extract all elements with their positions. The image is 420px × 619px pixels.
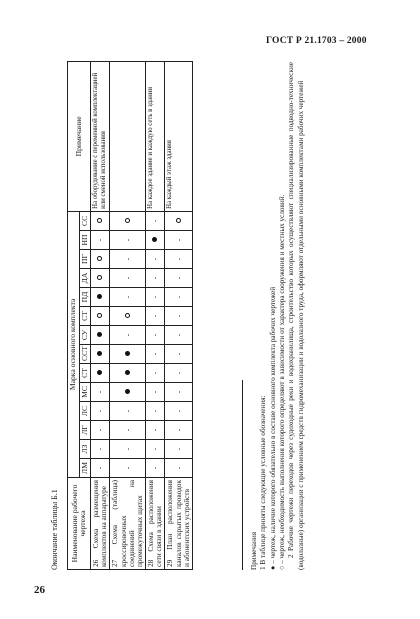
mark-cell: [146, 307, 165, 326]
column-header-marks: Марка основного комплекта: [68, 211, 80, 477]
mark-cell: [110, 440, 146, 459]
mark-cell: [91, 326, 110, 345]
dash-mark: -: [173, 238, 183, 242]
mark-cell: [91, 364, 110, 383]
mark-cell: [146, 211, 165, 230]
mark-cell: [110, 459, 146, 478]
mark-cell: [165, 345, 193, 364]
dash-mark: -: [173, 428, 183, 432]
mark-cell: [146, 288, 165, 307]
mark-code-header: ПГ: [79, 250, 91, 269]
mark-code-header: ЛМ: [79, 459, 91, 478]
legend-ring: ○ – чертеж, необходимость выполнения которого определяют в зависимости от характера сооружения и местных условий.: [278, 194, 287, 570]
mark-cell: [91, 211, 110, 230]
dash-mark: -: [173, 447, 183, 451]
dash-mark: -: [150, 257, 160, 261]
mark-cell: [110, 345, 146, 364]
mark-cell: [91, 440, 110, 459]
note-cell: На каждый этаж здания: [165, 61, 193, 211]
page-number: 26: [34, 584, 45, 596]
mark-cell: [146, 231, 165, 250]
dash-mark: -: [173, 276, 183, 280]
table-row: [110, 61, 146, 569]
mark-code-header: НП: [79, 231, 91, 250]
optional-circle-icon: [125, 314, 130, 319]
mark-cell: [165, 326, 193, 345]
mark-cell: [91, 402, 110, 421]
mark-cell: [165, 459, 193, 478]
mark-code-header: ДА: [79, 269, 91, 288]
dash-mark: -: [173, 390, 183, 394]
mark-code-header: ССТ: [79, 345, 91, 364]
mark-cell: [165, 421, 193, 440]
mark-cell: [146, 402, 165, 421]
mark-cell: [165, 269, 193, 288]
dash-mark: -: [122, 447, 132, 451]
drawing-name-cell: 29 План расположения каналов скрытых проводок и абонентских устройств: [165, 478, 193, 570]
mark-cell: [146, 383, 165, 402]
mark-cell: [165, 440, 193, 459]
mark-code-header: СС: [79, 211, 91, 230]
dash-mark: -: [95, 238, 105, 242]
mark-cell: [146, 345, 165, 364]
optional-circle-icon: [97, 276, 102, 281]
note-cell: На оборудование с переменной комплектацией или сменой использования: [91, 61, 110, 211]
dash-mark: -: [173, 257, 183, 261]
dash-mark: -: [122, 295, 132, 299]
mark-code-header: МС: [79, 383, 91, 402]
note-2: 2 Рабочие чертежи переходов через судоходные реки и водохранилища, строительство которых осуществляют специализированные подводно-технические (водолазные) организации с применением средств гидромеханизации и водолазного труда, оформляют отдельными основными комплектами рабочих чертежей: [287, 62, 305, 570]
dash-mark: -: [122, 333, 132, 337]
dash-mark: -: [122, 466, 132, 470]
mark-cell: [91, 269, 110, 288]
dash-mark: -: [173, 352, 183, 356]
mark-cell: [165, 231, 193, 250]
mark-cell: [91, 288, 110, 307]
optional-circle-icon: [97, 218, 102, 223]
dash-mark: -: [122, 238, 132, 242]
mark-cell: [91, 307, 110, 326]
optional-circle-icon: [125, 218, 130, 223]
table-continuation-caption: Окончание таблицы Б.1: [50, 489, 59, 570]
mark-cell: [146, 364, 165, 383]
mandatory-dot-icon: [125, 371, 130, 376]
mark-code-header: СУ: [79, 326, 91, 345]
note-cell: [110, 61, 146, 211]
mark-cell: [91, 345, 110, 364]
mark-cell: [165, 383, 193, 402]
table-body: [91, 61, 193, 569]
dash-mark: -: [150, 314, 160, 318]
mark-code-header: ЛС: [79, 402, 91, 421]
mark-cell: [110, 326, 146, 345]
mandatory-dot-icon: [97, 295, 102, 300]
mark-cell: [146, 250, 165, 269]
mark-cell: [110, 231, 146, 250]
mark-cell: [165, 250, 193, 269]
dash-mark: -: [173, 314, 183, 318]
mark-cell: [146, 459, 165, 478]
dash-mark: -: [95, 466, 105, 470]
mandatory-dot-icon: [125, 352, 130, 357]
table-row: [146, 61, 165, 569]
mark-cell: [110, 288, 146, 307]
dash-mark: -: [150, 466, 160, 470]
dash-mark: -: [150, 352, 160, 356]
mark-cell: [165, 288, 193, 307]
mark-cell: [165, 402, 193, 421]
dash-mark: -: [95, 409, 105, 413]
mark-cell: [91, 250, 110, 269]
notes-title: Примечания: [250, 532, 258, 570]
mandatory-dot-icon: [152, 238, 157, 243]
dash-mark: -: [150, 276, 160, 280]
drawing-name-cell: 26 Схема размещения комплектов на аппаратуре: [91, 478, 110, 570]
drawings-table: [67, 61, 193, 570]
mark-cell: [146, 421, 165, 440]
mark-cell: [110, 402, 146, 421]
optional-circle-icon: [97, 257, 102, 262]
notes-block: [250, 62, 306, 570]
mark-cell: [110, 211, 146, 230]
mandatory-dot-icon: [125, 390, 130, 395]
dash-mark: -: [173, 466, 183, 470]
dash-mark: -: [150, 295, 160, 299]
mark-cell: [165, 307, 193, 326]
dash-mark: -: [150, 390, 160, 394]
mark-cell: [146, 440, 165, 459]
mark-cell: [110, 307, 146, 326]
mark-code-header: ПД: [79, 288, 91, 307]
mark-cell: [91, 459, 110, 478]
notes-separator: [242, 380, 243, 570]
dash-mark: -: [150, 333, 160, 337]
mark-code-header: ЛЗ: [79, 440, 91, 459]
mark-cell: [110, 383, 146, 402]
dash-mark: -: [150, 447, 160, 451]
dash-mark: -: [150, 428, 160, 432]
mark-cell: [110, 421, 146, 440]
optional-circle-icon: [176, 218, 181, 223]
mark-cell: [110, 269, 146, 288]
mark-cell: [91, 383, 110, 402]
dash-mark: -: [173, 295, 183, 299]
note-1: 1 В таблице приняты следующие условные обозначения:: [259, 395, 268, 570]
mark-cell: [146, 269, 165, 288]
mark-cell: [91, 231, 110, 250]
column-header-name: Наименование рабочего чертежа: [68, 478, 91, 570]
dash-mark: -: [122, 428, 132, 432]
legend-dot: ● – чертеж, наличие которого обязательно в составе основного комплекта рабочих чертежей: [268, 286, 277, 570]
dash-mark: -: [150, 371, 160, 375]
mark-cell: [165, 364, 193, 383]
table-row: [165, 61, 193, 569]
dash-mark: -: [173, 371, 183, 375]
dash-mark: -: [173, 409, 183, 413]
mandatory-dot-icon: [97, 352, 102, 357]
dash-mark: -: [95, 428, 105, 432]
mandatory-dot-icon: [97, 333, 102, 338]
drawing-name-cell: 28 Схема расположения сети связи в здании: [146, 478, 165, 570]
note-cell: На каждое здание и каждую сеть в здании: [146, 61, 165, 211]
mark-cell: [165, 211, 193, 230]
dash-mark: -: [122, 276, 132, 280]
mark-code-header: ЛГ: [79, 421, 91, 440]
drawing-name-cell: 27 Схема (таблица) кроссировочных соединений на промежуточных щитах: [110, 478, 146, 570]
mark-cell: [110, 250, 146, 269]
mark-cell: [146, 326, 165, 345]
dash-mark: -: [122, 257, 132, 261]
rotated-page-content: [45, 60, 375, 570]
document-header: ГОСТ Р 21.1703 – 2000: [266, 36, 367, 46]
dash-mark: -: [150, 219, 160, 223]
mark-cell: [91, 421, 110, 440]
mark-code-header: СТ: [79, 307, 91, 326]
optional-circle-icon: [97, 314, 102, 319]
mandatory-dot-icon: [97, 371, 102, 376]
mark-code-header: СТ: [79, 364, 91, 383]
dash-mark: -: [95, 447, 105, 451]
table-row: [91, 61, 110, 569]
dash-mark: -: [95, 390, 105, 394]
dash-mark: -: [173, 333, 183, 337]
mark-cell: [110, 364, 146, 383]
dash-mark: -: [122, 409, 132, 413]
dash-mark: -: [150, 409, 160, 413]
column-header-note: Примечание: [68, 61, 91, 211]
